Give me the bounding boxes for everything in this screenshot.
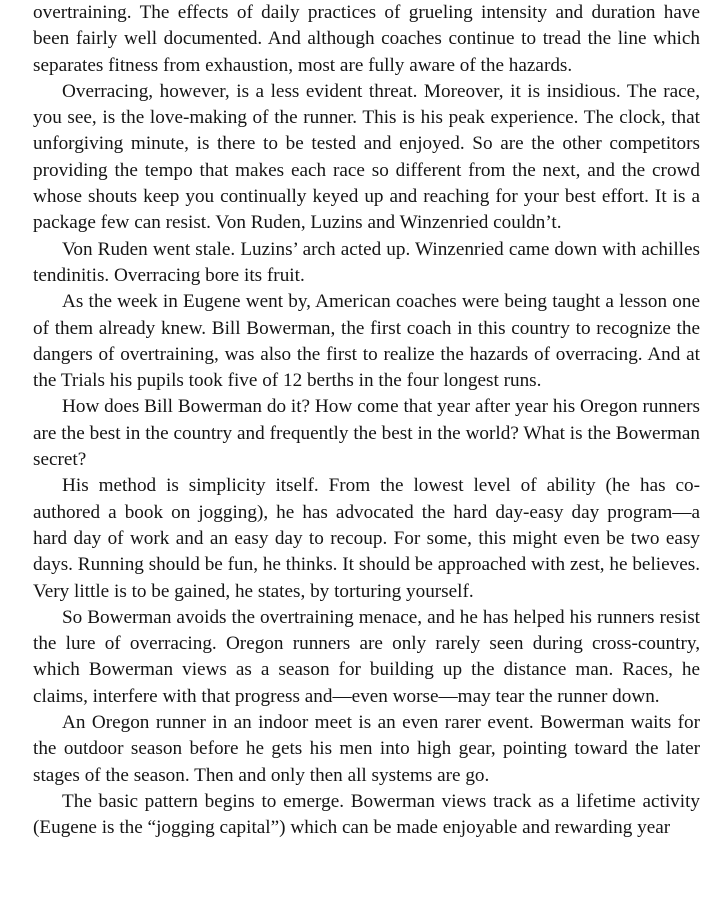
paragraph-method: His method is simplicity itself. From the lowest level of ability (he has co-authored a book on jogging), he has advocated the hard day-easy day program—a hard day of work and an easy day to recoup. For some, this might even be two easy days. Running should be fun, he thinks. It should be approached with zest, he believes. Very little is to be gained, he states, by torturing yourself. (33, 475, 700, 602)
paragraph-week-in-eugene: As the week in Eugene went by, American coaches were being taught a lesson one of them already knew. Bill Bowerman, the first coach in this country to recognize the dangers of overtraining, was also the first to realize the hazards of overracing. And at the Trials his pupils took five of 12 berths in the four longest runs. (33, 291, 700, 392)
paragraph-indoor-meet: An Oregon runner in an indoor meet is an even rarer event. Bowerman waits for the outdoor season before he gets his men into high gear, pointing toward the later stages of the season. Then and only then all systems are go. (33, 712, 700, 786)
document-page (33, 0, 700, 842)
paragraph-overtraining: overtraining. The effects of daily practices of grueling intensity and duration have been fairly well documented. And although coaches continue to tread the line which separates fitness from exhaustion, most are fully aware of the hazards. (33, 2, 700, 76)
paragraph-basic-pattern: The basic pattern begins to emerge. Bowerman views track as a lifetime activity (Eugene is the “jogging capital”) which can be made enjoyable and rewarding year (33, 790, 700, 839)
paragraph-von-ruden: Von Ruden went stale. Luzins’ arch acted up. Winzenried came down with achilles tendinitis. Overracing bore its fruit. (33, 238, 700, 286)
paragraph-avoids-overtraining: So Bowerman avoids the overtraining menace, and he has helped his runners resist the lure of overracing. Oregon runners are only rarely seen during cross-country, which Bowerman views as a season for building up the distance man. Races, he claims, interfere with that progress and—even worse—may tear the runner down. (33, 606, 700, 707)
paragraph-bowerman-secret: How does Bill Bowerman do it? How come that year after year his Oregon runners are the best in the country and frequently the best in the world? What is the Bowerman secret? (33, 396, 700, 471)
paragraph-overracing: Overracing, however, is a less evident threat. Moreover, it is insidious. The race, you see, is the love-making of the runner. This is his peak experience. The clock, that unforgiving minute, is there to be tested and enjoyed. So are the other competitors providing the tempo that makes each race so different from the next, and the crowd whose shouts keep you continually keyed up and reaching for your best effort. It is a package few can resist. Von Ruden, Luzins and Winzenried couldn’t. (33, 80, 700, 234)
